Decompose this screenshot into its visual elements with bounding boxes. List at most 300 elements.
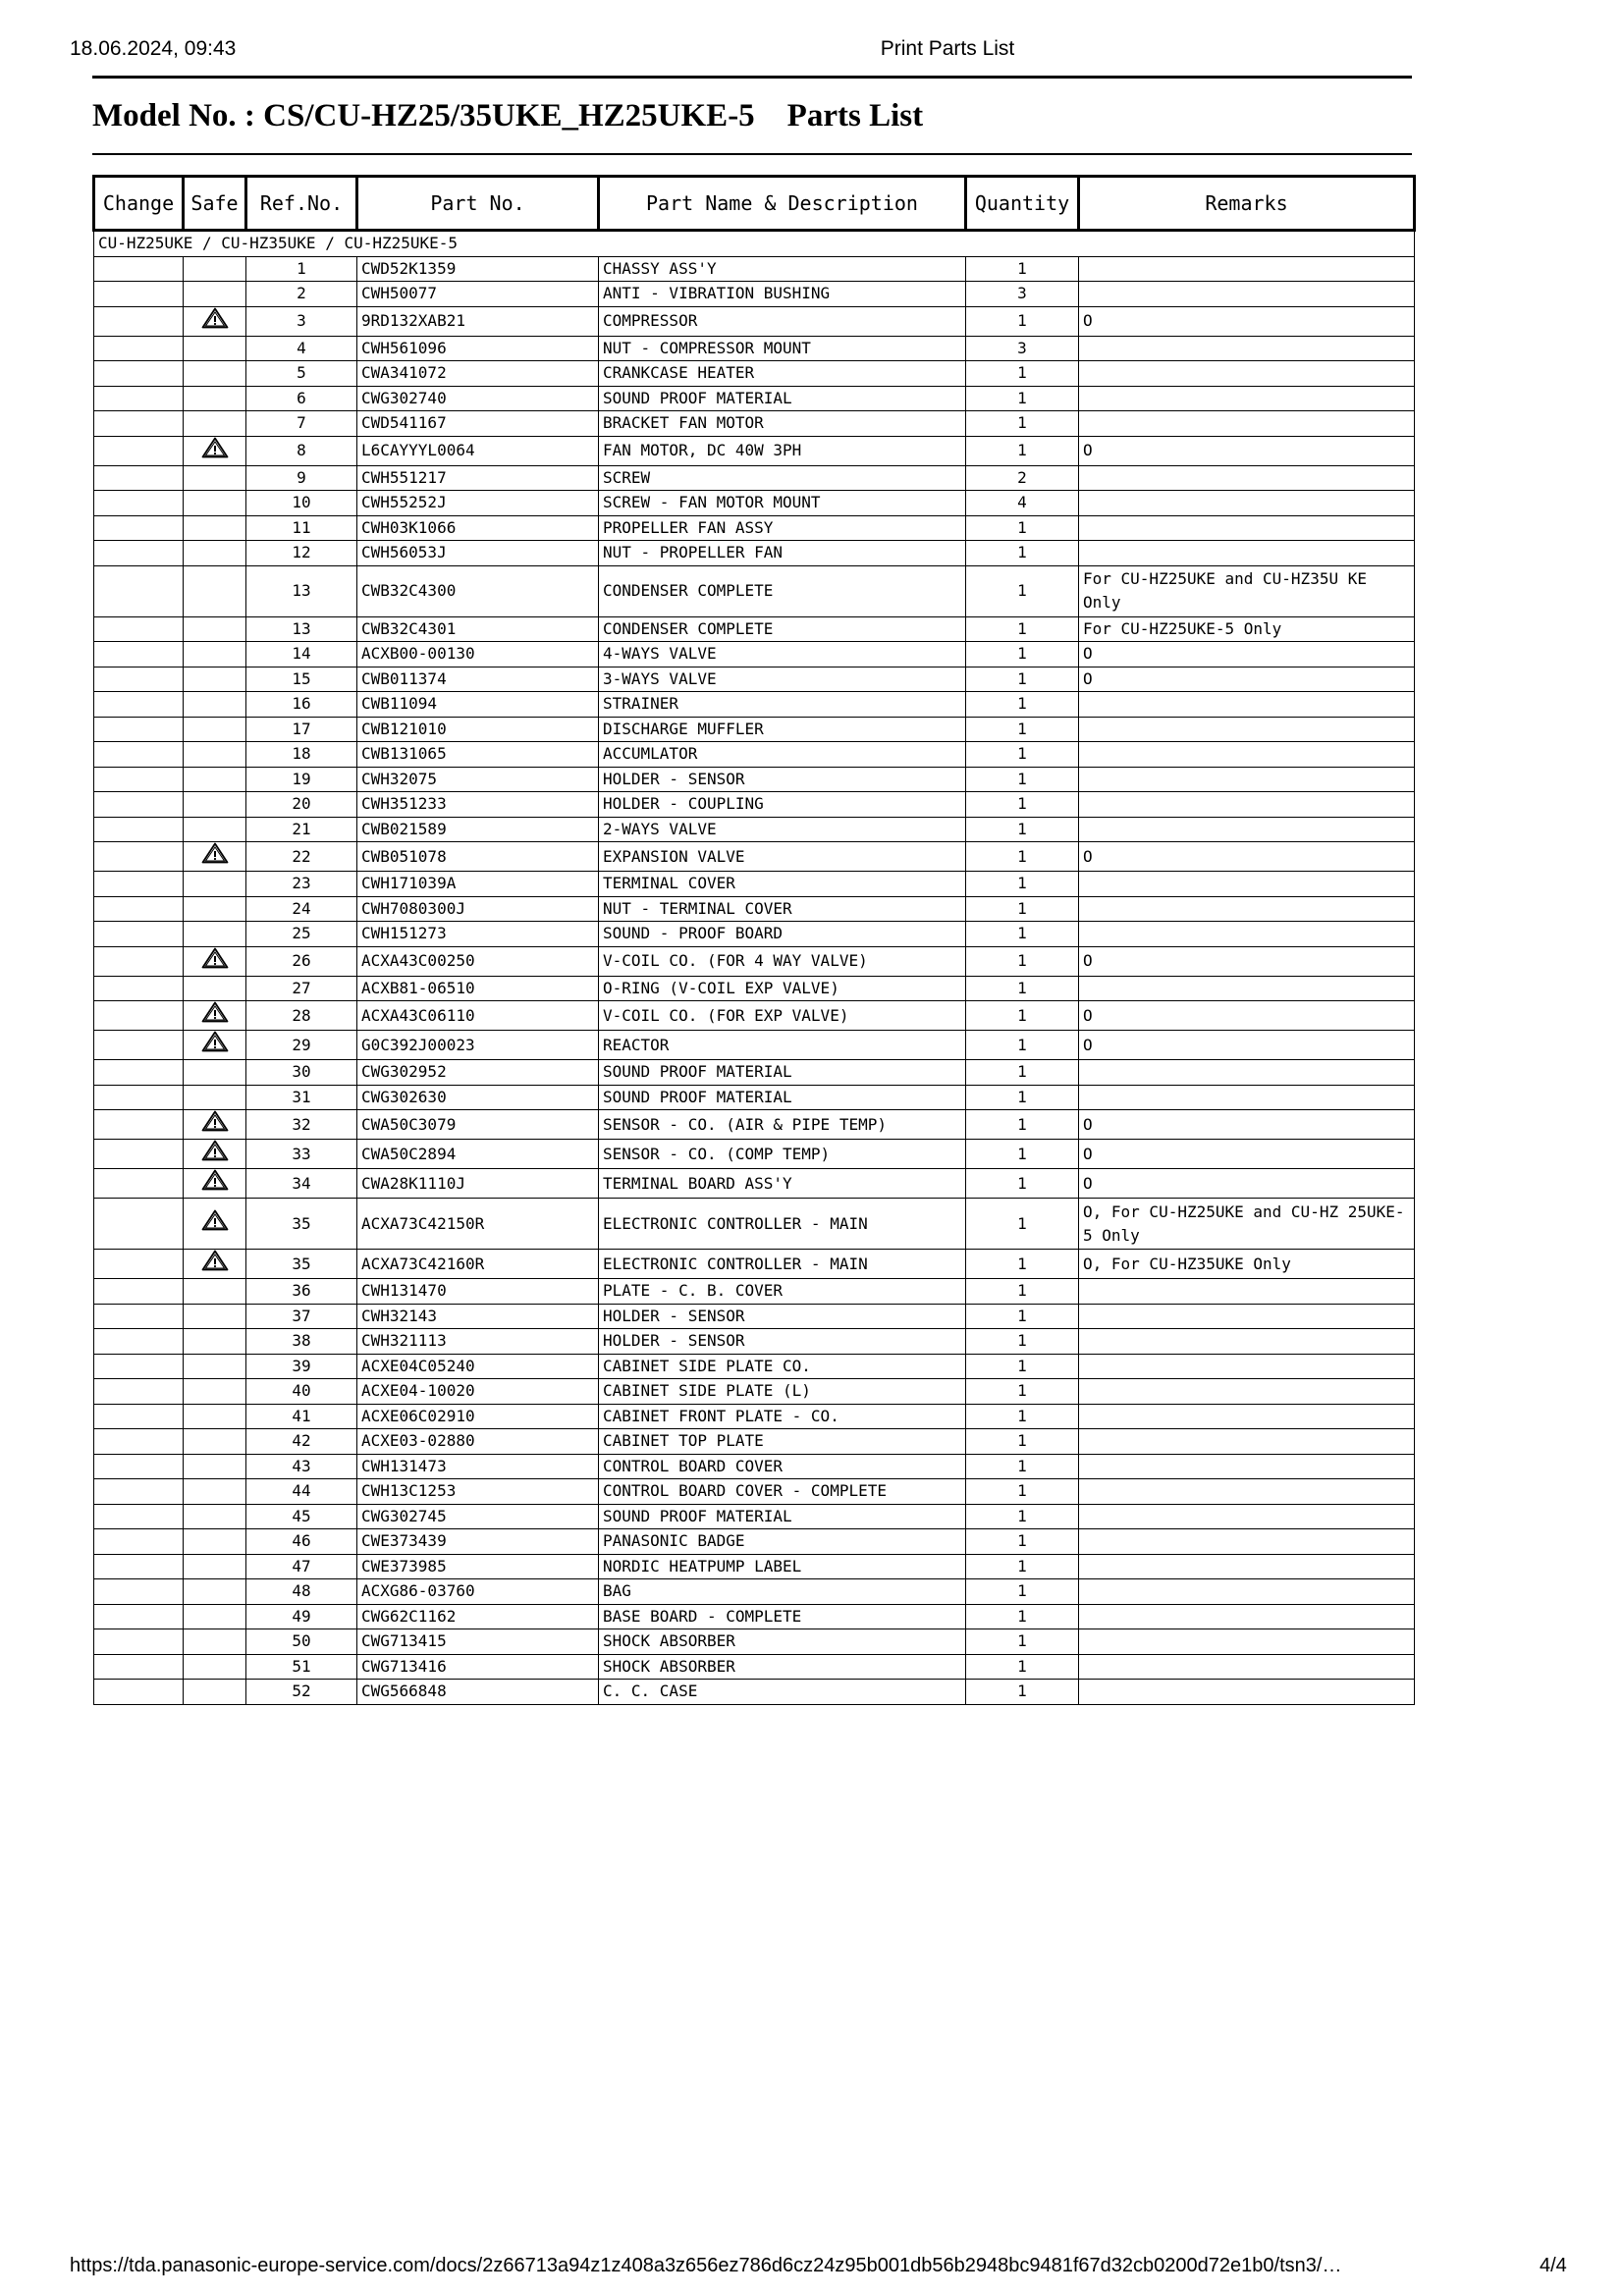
part-no-cell: CWB32C4300 bbox=[357, 565, 599, 616]
safe-cell bbox=[184, 565, 246, 616]
table-row bbox=[94, 1529, 1415, 1555]
safe-cell bbox=[184, 541, 246, 566]
ref-no-cell: 19 bbox=[246, 767, 357, 792]
table-row bbox=[94, 256, 1415, 282]
table-row bbox=[94, 306, 1415, 336]
part-name-cell: SENSOR - CO. (AIR & PIPE TEMP) bbox=[599, 1110, 966, 1140]
quantity-cell: 1 bbox=[966, 896, 1079, 922]
part-name-cell: STRAINER bbox=[599, 692, 966, 718]
quantity-cell: 1 bbox=[966, 717, 1079, 742]
ref-no-cell: 20 bbox=[246, 792, 357, 818]
safe-cell bbox=[184, 306, 246, 336]
quantity-cell: 1 bbox=[966, 1250, 1079, 1279]
table-row bbox=[94, 336, 1415, 361]
quantity-cell: 3 bbox=[966, 336, 1079, 361]
part-no-cell: CWB051078 bbox=[357, 842, 599, 872]
safe-cell bbox=[184, 667, 246, 692]
change-cell bbox=[94, 792, 184, 818]
part-name-cell: HOLDER - COUPLING bbox=[599, 792, 966, 818]
safe-cell bbox=[184, 336, 246, 361]
table-row bbox=[94, 1579, 1415, 1605]
column-header-part-no: Part No. bbox=[357, 177, 599, 231]
ref-no-cell: 32 bbox=[246, 1110, 357, 1140]
remarks-cell: O bbox=[1079, 642, 1415, 667]
remarks-cell bbox=[1079, 1379, 1415, 1405]
safe-cell bbox=[184, 922, 246, 947]
ref-no-cell: 37 bbox=[246, 1304, 357, 1329]
quantity-cell: 1 bbox=[966, 1404, 1079, 1429]
part-name-cell: 2-WAYS VALVE bbox=[599, 817, 966, 842]
quantity-cell: 1 bbox=[966, 1629, 1079, 1655]
remarks-cell: O, For CU-HZ25UKE and CU-HZ 25UKE-5 Only bbox=[1079, 1199, 1415, 1250]
ref-no-cell: 6 bbox=[246, 386, 357, 411]
change-cell bbox=[94, 282, 184, 307]
ref-no-cell: 2 bbox=[246, 282, 357, 307]
table-row bbox=[94, 1454, 1415, 1479]
change-cell bbox=[94, 692, 184, 718]
change-cell bbox=[94, 946, 184, 976]
part-name-cell: CABINET TOP PLATE bbox=[599, 1429, 966, 1455]
remarks-cell: O bbox=[1079, 667, 1415, 692]
part-name-cell: PLATE - C. B. COVER bbox=[599, 1279, 966, 1305]
remarks-cell bbox=[1079, 1060, 1415, 1086]
table-row bbox=[94, 1654, 1415, 1680]
safe-cell bbox=[184, 1329, 246, 1355]
table-row bbox=[94, 1169, 1415, 1199]
change-cell bbox=[94, 465, 184, 491]
ref-no-cell: 45 bbox=[246, 1504, 357, 1529]
part-name-cell: TERMINAL BOARD ASS'Y bbox=[599, 1169, 966, 1199]
table-row bbox=[94, 565, 1415, 616]
ref-no-cell: 21 bbox=[246, 817, 357, 842]
quantity-cell: 1 bbox=[966, 386, 1079, 411]
safety-warning-icon bbox=[201, 842, 229, 871]
part-name-cell: CRANKCASE HEATER bbox=[599, 361, 966, 387]
quantity-cell: 1 bbox=[966, 1429, 1079, 1455]
safe-cell bbox=[184, 1479, 246, 1505]
remarks-cell bbox=[1079, 1304, 1415, 1329]
table-row bbox=[94, 1429, 1415, 1455]
quantity-cell: 1 bbox=[966, 1031, 1079, 1060]
remarks-cell bbox=[1079, 1504, 1415, 1529]
safe-cell bbox=[184, 1001, 246, 1031]
part-no-cell: CWH03K1066 bbox=[357, 515, 599, 541]
part-name-cell: HOLDER - SENSOR bbox=[599, 1329, 966, 1355]
table-row bbox=[94, 1554, 1415, 1579]
remarks-cell bbox=[1079, 361, 1415, 387]
part-name-cell: PROPELLER FAN ASSY bbox=[599, 515, 966, 541]
safe-cell bbox=[184, 1169, 246, 1199]
safe-cell bbox=[184, 465, 246, 491]
remarks-cell bbox=[1079, 411, 1415, 437]
safe-cell bbox=[184, 1110, 246, 1140]
quantity-cell: 1 bbox=[966, 976, 1079, 1001]
ref-no-cell: 30 bbox=[246, 1060, 357, 1086]
quantity-cell: 1 bbox=[966, 1085, 1079, 1110]
part-name-cell: CONDENSER COMPLETE bbox=[599, 616, 966, 642]
part-no-cell: CWH551217 bbox=[357, 465, 599, 491]
safe-cell bbox=[184, 1680, 246, 1705]
ref-no-cell: 44 bbox=[246, 1479, 357, 1505]
quantity-cell: 1 bbox=[966, 792, 1079, 818]
remarks-cell bbox=[1079, 336, 1415, 361]
footer-page-number: 4/4 bbox=[1540, 2255, 1567, 2276]
part-no-cell: L6CAYYYL0064 bbox=[357, 436, 599, 465]
ref-no-cell: 29 bbox=[246, 1031, 357, 1060]
quantity-cell: 1 bbox=[966, 1654, 1079, 1680]
part-name-cell: V-COIL CO. (FOR EXP VALVE) bbox=[599, 1001, 966, 1031]
change-cell bbox=[94, 1504, 184, 1529]
change-cell bbox=[94, 642, 184, 667]
part-no-cell: CWB121010 bbox=[357, 717, 599, 742]
quantity-cell: 1 bbox=[966, 742, 1079, 768]
footer-url: https://tda.panasonic-europe-service.com/docs/2z66713a94z1z408a3z656ez786d6cz24z95b001db56b2948bc9481f67d32cb0200d72e1b0/tsn3/… bbox=[70, 2255, 1342, 2276]
part-no-cell: CWH50077 bbox=[357, 282, 599, 307]
quantity-cell: 1 bbox=[966, 1554, 1079, 1579]
part-no-cell: CWB021589 bbox=[357, 817, 599, 842]
change-cell bbox=[94, 361, 184, 387]
part-no-cell: ACXA43C06110 bbox=[357, 1001, 599, 1031]
part-no-cell: ACXE06C02910 bbox=[357, 1404, 599, 1429]
part-name-cell: SOUND PROOF MATERIAL bbox=[599, 1085, 966, 1110]
part-no-cell: CWD52K1359 bbox=[357, 256, 599, 282]
quantity-cell: 1 bbox=[966, 1169, 1079, 1199]
part-name-cell: NORDIC HEATPUMP LABEL bbox=[599, 1554, 966, 1579]
table-row bbox=[94, 1001, 1415, 1031]
ref-no-cell: 35 bbox=[246, 1199, 357, 1250]
table-row bbox=[94, 1629, 1415, 1655]
remarks-cell bbox=[1079, 1579, 1415, 1605]
safe-cell bbox=[184, 1060, 246, 1086]
table-row bbox=[94, 742, 1415, 768]
remarks-cell: O bbox=[1079, 306, 1415, 336]
ref-no-cell: 11 bbox=[246, 515, 357, 541]
change-cell bbox=[94, 1001, 184, 1031]
ref-no-cell: 43 bbox=[246, 1454, 357, 1479]
safe-cell bbox=[184, 386, 246, 411]
part-no-cell: CWG302630 bbox=[357, 1085, 599, 1110]
table-row bbox=[94, 465, 1415, 491]
ref-no-cell: 24 bbox=[246, 896, 357, 922]
table-row bbox=[94, 1279, 1415, 1305]
safety-warning-icon bbox=[201, 307, 229, 336]
ref-no-cell: 17 bbox=[246, 717, 357, 742]
part-name-cell: ANTI - VIBRATION BUSHING bbox=[599, 282, 966, 307]
remarks-cell bbox=[1079, 896, 1415, 922]
change-cell bbox=[94, 1529, 184, 1555]
remarks-cell bbox=[1079, 1354, 1415, 1379]
change-cell bbox=[94, 667, 184, 692]
ref-no-cell: 50 bbox=[246, 1629, 357, 1655]
remarks-cell: O bbox=[1079, 1140, 1415, 1169]
change-cell bbox=[94, 491, 184, 516]
quantity-cell: 1 bbox=[966, 872, 1079, 897]
safety-warning-icon bbox=[201, 1110, 229, 1139]
table-row bbox=[94, 1031, 1415, 1060]
group-row bbox=[94, 231, 1415, 257]
remarks-cell: O bbox=[1079, 1001, 1415, 1031]
safe-cell bbox=[184, 1454, 246, 1479]
remarks-cell bbox=[1079, 1454, 1415, 1479]
part-name-cell: O-RING (V-COIL EXP VALVE) bbox=[599, 976, 966, 1001]
part-name-cell: SOUND PROOF MATERIAL bbox=[599, 1060, 966, 1086]
safe-cell bbox=[184, 1404, 246, 1429]
safe-cell bbox=[184, 1529, 246, 1555]
table-row bbox=[94, 1354, 1415, 1379]
part-no-cell: CWB131065 bbox=[357, 742, 599, 768]
part-no-cell: CWH56053J bbox=[357, 541, 599, 566]
part-no-cell: CWH351233 bbox=[357, 792, 599, 818]
remarks-cell bbox=[1079, 1404, 1415, 1429]
ref-no-cell: 42 bbox=[246, 1429, 357, 1455]
part-name-cell: HOLDER - SENSOR bbox=[599, 767, 966, 792]
part-no-cell: CWG713416 bbox=[357, 1654, 599, 1680]
part-no-cell: CWA50C2894 bbox=[357, 1140, 599, 1169]
quantity-cell: 1 bbox=[966, 541, 1079, 566]
part-name-cell: CONDENSER COMPLETE bbox=[599, 565, 966, 616]
part-no-cell: CWG302740 bbox=[357, 386, 599, 411]
ref-no-cell: 13 bbox=[246, 616, 357, 642]
column-header-part-name: Part Name & Description bbox=[599, 177, 966, 231]
change-cell bbox=[94, 742, 184, 768]
part-no-cell: CWA28K1110J bbox=[357, 1169, 599, 1199]
safe-cell bbox=[184, 842, 246, 872]
bottom-rule bbox=[92, 153, 1412, 155]
quantity-cell: 1 bbox=[966, 1279, 1079, 1305]
safe-cell bbox=[184, 1250, 246, 1279]
change-cell bbox=[94, 1629, 184, 1655]
safe-cell bbox=[184, 1031, 246, 1060]
part-name-cell: 3-WAYS VALVE bbox=[599, 667, 966, 692]
quantity-cell: 1 bbox=[966, 667, 1079, 692]
remarks-cell bbox=[1079, 282, 1415, 307]
ref-no-cell: 36 bbox=[246, 1279, 357, 1305]
ref-no-cell: 27 bbox=[246, 976, 357, 1001]
table-row bbox=[94, 1504, 1415, 1529]
part-name-cell: SOUND PROOF MATERIAL bbox=[599, 386, 966, 411]
column-header-quantity: Quantity bbox=[966, 177, 1079, 231]
change-cell bbox=[94, 1654, 184, 1680]
remarks-cell: For CU-HZ25UKE-5 Only bbox=[1079, 616, 1415, 642]
safe-cell bbox=[184, 1354, 246, 1379]
ref-no-cell: 38 bbox=[246, 1329, 357, 1355]
part-name-cell: HOLDER - SENSOR bbox=[599, 1304, 966, 1329]
change-cell bbox=[94, 1279, 184, 1305]
table-row bbox=[94, 411, 1415, 437]
part-no-cell: ACXA73C42160R bbox=[357, 1250, 599, 1279]
remarks-cell bbox=[1079, 792, 1415, 818]
quantity-cell: 1 bbox=[966, 1110, 1079, 1140]
remarks-cell bbox=[1079, 256, 1415, 282]
safe-cell bbox=[184, 817, 246, 842]
part-name-cell: CABINET SIDE PLATE CO. bbox=[599, 1354, 966, 1379]
table-row bbox=[94, 767, 1415, 792]
part-no-cell: ACXB81-06510 bbox=[357, 976, 599, 1001]
quantity-cell: 1 bbox=[966, 1329, 1079, 1355]
change-cell bbox=[94, 1304, 184, 1329]
remarks-cell bbox=[1079, 976, 1415, 1001]
table-row bbox=[94, 667, 1415, 692]
part-name-cell: SCREW - FAN MOTOR MOUNT bbox=[599, 491, 966, 516]
group-label: CU-HZ25UKE / CU-HZ35UKE / CU-HZ25UKE-5 bbox=[94, 231, 1415, 257]
safe-cell bbox=[184, 1554, 246, 1579]
part-no-cell: CWG62C1162 bbox=[357, 1604, 599, 1629]
remarks-cell bbox=[1079, 692, 1415, 718]
remarks-cell: For CU-HZ25UKE and CU-HZ35U KE Only bbox=[1079, 565, 1415, 616]
table-row bbox=[94, 616, 1415, 642]
change-cell bbox=[94, 1379, 184, 1405]
table-row bbox=[94, 1404, 1415, 1429]
safety-warning-icon bbox=[201, 1250, 229, 1278]
part-name-cell: TERMINAL COVER bbox=[599, 872, 966, 897]
safe-cell bbox=[184, 282, 246, 307]
change-cell bbox=[94, 565, 184, 616]
change-cell bbox=[94, 1060, 184, 1086]
change-cell bbox=[94, 896, 184, 922]
quantity-cell: 1 bbox=[966, 1379, 1079, 1405]
safe-cell bbox=[184, 1654, 246, 1680]
table-row bbox=[94, 1680, 1415, 1705]
ref-no-cell: 28 bbox=[246, 1001, 357, 1031]
table-row bbox=[94, 946, 1415, 976]
ref-no-cell: 31 bbox=[246, 1085, 357, 1110]
table-row bbox=[94, 872, 1415, 897]
safe-cell bbox=[184, 1379, 246, 1405]
column-header-safe: Safe bbox=[184, 177, 246, 231]
part-name-cell: BAG bbox=[599, 1579, 966, 1605]
column-header-remarks: Remarks bbox=[1079, 177, 1415, 231]
quantity-cell: 1 bbox=[966, 1060, 1079, 1086]
part-no-cell: CWH151273 bbox=[357, 922, 599, 947]
remarks-cell: O bbox=[1079, 1169, 1415, 1199]
ref-no-cell: 12 bbox=[246, 541, 357, 566]
remarks-cell bbox=[1079, 541, 1415, 566]
table-row bbox=[94, 1060, 1415, 1086]
column-header-change: Change bbox=[94, 177, 184, 231]
quantity-cell: 1 bbox=[966, 565, 1079, 616]
quantity-cell: 1 bbox=[966, 1001, 1079, 1031]
safe-cell bbox=[184, 1085, 246, 1110]
safe-cell bbox=[184, 717, 246, 742]
remarks-cell bbox=[1079, 1429, 1415, 1455]
safe-cell bbox=[184, 642, 246, 667]
top-rule bbox=[92, 76, 1412, 79]
part-name-cell: ELECTRONIC CONTROLLER - MAIN bbox=[599, 1250, 966, 1279]
table-row bbox=[94, 642, 1415, 667]
part-no-cell: CWH7080300J bbox=[357, 896, 599, 922]
table-row bbox=[94, 282, 1415, 307]
ref-no-cell: 1 bbox=[246, 256, 357, 282]
table-row bbox=[94, 976, 1415, 1001]
part-no-cell: CWB11094 bbox=[357, 692, 599, 718]
safe-cell bbox=[184, 792, 246, 818]
part-name-cell: NUT - COMPRESSOR MOUNT bbox=[599, 336, 966, 361]
quantity-cell: 1 bbox=[966, 361, 1079, 387]
change-cell bbox=[94, 842, 184, 872]
column-header-ref-no: Ref.No. bbox=[246, 177, 357, 231]
part-no-cell: CWH13C1253 bbox=[357, 1479, 599, 1505]
quantity-cell: 1 bbox=[966, 842, 1079, 872]
quantity-cell: 1 bbox=[966, 1604, 1079, 1629]
print-date-time: 18.06.2024, 09:43 bbox=[70, 37, 237, 60]
ref-no-cell: 48 bbox=[246, 1579, 357, 1605]
part-no-cell: CWH55252J bbox=[357, 491, 599, 516]
change-cell bbox=[94, 1110, 184, 1140]
remarks-cell: O bbox=[1079, 842, 1415, 872]
part-name-cell: CONTROL BOARD COVER bbox=[599, 1454, 966, 1479]
table-row bbox=[94, 1110, 1415, 1140]
remarks-cell bbox=[1079, 1085, 1415, 1110]
quantity-cell: 1 bbox=[966, 642, 1079, 667]
change-cell bbox=[94, 1579, 184, 1605]
quantity-cell: 1 bbox=[966, 767, 1079, 792]
part-name-cell: SOUND PROOF MATERIAL bbox=[599, 1504, 966, 1529]
change-cell bbox=[94, 1554, 184, 1579]
part-no-cell: ACXA73C42150R bbox=[357, 1199, 599, 1250]
ref-no-cell: 10 bbox=[246, 491, 357, 516]
part-no-cell: 9RD132XAB21 bbox=[357, 306, 599, 336]
remarks-cell bbox=[1079, 767, 1415, 792]
safe-cell bbox=[184, 1199, 246, 1250]
safe-cell bbox=[184, 1279, 246, 1305]
part-name-cell: ACCUMLATOR bbox=[599, 742, 966, 768]
change-cell bbox=[94, 515, 184, 541]
quantity-cell: 1 bbox=[966, 1354, 1079, 1379]
table-row bbox=[94, 792, 1415, 818]
part-name-cell: CONTROL BOARD COVER - COMPLETE bbox=[599, 1479, 966, 1505]
safety-warning-icon bbox=[201, 1001, 229, 1030]
part-no-cell: CWB011374 bbox=[357, 667, 599, 692]
part-name-cell: ELECTRONIC CONTROLLER - MAIN bbox=[599, 1199, 966, 1250]
remarks-cell bbox=[1079, 717, 1415, 742]
table-header-row bbox=[94, 177, 1415, 231]
table-row bbox=[94, 1304, 1415, 1329]
ref-no-cell: 4 bbox=[246, 336, 357, 361]
quantity-cell: 1 bbox=[966, 922, 1079, 947]
ref-no-cell: 13 bbox=[246, 565, 357, 616]
change-cell bbox=[94, 541, 184, 566]
change-cell bbox=[94, 1199, 184, 1250]
remarks-cell bbox=[1079, 1680, 1415, 1705]
change-cell bbox=[94, 411, 184, 437]
ref-no-cell: 52 bbox=[246, 1680, 357, 1705]
part-name-cell: DISCHARGE MUFFLER bbox=[599, 717, 966, 742]
change-cell bbox=[94, 386, 184, 411]
table-row bbox=[94, 692, 1415, 718]
change-cell bbox=[94, 1085, 184, 1110]
ref-no-cell: 40 bbox=[246, 1379, 357, 1405]
change-cell bbox=[94, 1404, 184, 1429]
part-no-cell: CWB32C4301 bbox=[357, 616, 599, 642]
safety-warning-icon bbox=[201, 1169, 229, 1198]
quantity-cell: 1 bbox=[966, 616, 1079, 642]
ref-no-cell: 47 bbox=[246, 1554, 357, 1579]
part-no-cell: CWA50C3079 bbox=[357, 1110, 599, 1140]
ref-no-cell: 39 bbox=[246, 1354, 357, 1379]
table-row bbox=[94, 1604, 1415, 1629]
table-row bbox=[94, 491, 1415, 516]
safe-cell bbox=[184, 411, 246, 437]
quantity-cell: 1 bbox=[966, 411, 1079, 437]
part-no-cell: CWG302745 bbox=[357, 1504, 599, 1529]
part-name-cell: PANASONIC BADGE bbox=[599, 1529, 966, 1555]
safe-cell bbox=[184, 946, 246, 976]
safety-warning-icon bbox=[201, 1209, 229, 1238]
ref-no-cell: 25 bbox=[246, 922, 357, 947]
change-cell bbox=[94, 976, 184, 1001]
print-title: Print Parts List bbox=[880, 37, 1015, 60]
part-no-cell: ACXE04-10020 bbox=[357, 1379, 599, 1405]
